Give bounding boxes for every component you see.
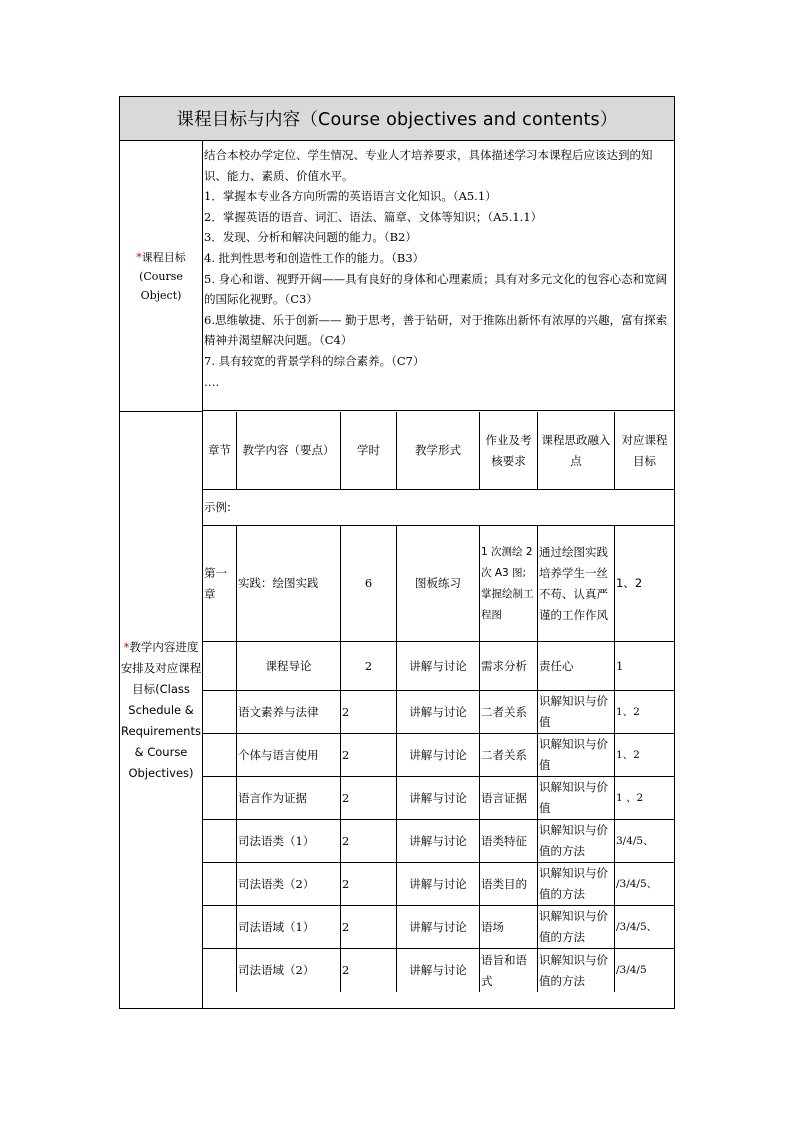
row-assignment: 二者关系 [480, 734, 538, 777]
intro-content: 课程导论 [237, 642, 341, 691]
row-chapter [203, 777, 237, 820]
course-table [119, 96, 675, 1009]
required-mark: * [123, 639, 130, 654]
required-mark: * [136, 250, 142, 264]
row-format: 讲解与讨论 [397, 863, 480, 906]
row-hours: 2 [341, 734, 397, 777]
header-content: 教学内容（要点） [237, 412, 341, 490]
example-label: 示例: [203, 490, 674, 526]
objective-item: 6.思维敏捷、乐于创新—— 勤于思考，善于钻研，对于推陈出新怀有浓厚的兴趣，富有探索精神并渴望解决问题。（C4） [204, 312, 668, 348]
example-ideology: 通过绘图实践培养学生一丝不苟、认真严谨的工作作风 [538, 526, 615, 642]
row-chapter [203, 949, 237, 992]
intro-target: 1 [615, 642, 674, 691]
header-chapter: 章节 [203, 412, 237, 490]
schedule-label [120, 412, 203, 1008]
row-ideology: 识解知识与价值的方法 [538, 949, 615, 992]
example-hours: 6 [341, 526, 397, 642]
row-hours: 2 [341, 863, 397, 906]
row-target: 1、2 [615, 734, 674, 777]
schedule-grid [203, 412, 674, 1008]
objective-item: 4. 批判性思考和创造性工作的能力。（B3） [204, 250, 425, 265]
objective-item: 3．发现、分析和解决问题的能力。（B2） [204, 230, 417, 245]
row-hours: 2 [341, 777, 397, 820]
header-format: 教学形式 [397, 412, 480, 490]
row-content: 语文素养与法律 [237, 691, 341, 734]
row-chapter [203, 734, 237, 777]
objective-item: 1．掌握本专业各方向所需的英语语言文化知识。（A5.1） [204, 189, 497, 204]
row-format: 讲解与讨论 [397, 777, 480, 820]
row-format: 讲解与讨论 [397, 820, 480, 863]
row-target: 1、2 [615, 691, 674, 734]
objective-intro: 结合本校办学定位、学生情况、专业人才培养要求，具体描述学习本课程后应该达到的知识、能力、素质、价值水平。 [204, 148, 653, 183]
objective-item: 2．掌握英语的语音、词汇、语法、篇章、文体等知识；（A5.1.1） [204, 209, 543, 224]
row-chapter [203, 691, 237, 734]
row-content: 司法语域（2） [237, 949, 341, 992]
example-format: 图板练习 [397, 526, 480, 642]
header-hours: 学时 [341, 412, 397, 490]
row-ideology: 识解知识与价值 [538, 734, 615, 777]
objective-ellipsis: …. [204, 374, 220, 389]
row-hours: 2 [341, 906, 397, 949]
example-assignment: 1 次测绘 2 次 A3 图; 掌握绘制工程图 [480, 526, 538, 642]
intro-chapter [203, 642, 237, 691]
schedule-label-en: (Class Schedule & Requirements & Course Objectives) [121, 681, 201, 780]
intro-hours: 2 [341, 642, 397, 691]
objective-item: 7. 具有较宽的背景学科的综合素养。（C7） [204, 353, 425, 368]
row-chapter [203, 820, 237, 863]
intro-ideology: 责任心 [538, 642, 615, 691]
row-format: 讲解与讨论 [397, 734, 480, 777]
row-assignment: 语旨和语式 [480, 949, 538, 992]
row-chapter [203, 863, 237, 906]
example-content: 实践：绘图实践 [237, 526, 341, 642]
row-assignment: 语类目的 [480, 863, 538, 906]
row-hours: 2 [341, 691, 397, 734]
row-format: 讲解与讨论 [397, 691, 480, 734]
row-ideology: 识解知识与价值 [538, 691, 615, 734]
intro-assignment: 需求分析 [480, 642, 538, 691]
row-target: 1 、2 [615, 777, 674, 820]
row-assignment: 语场 [480, 906, 538, 949]
header-ideology: 课程思政融入点 [538, 412, 615, 490]
row-hours: 2 [341, 820, 397, 863]
section-title: 课程目标与内容（Course objectives and contents） [120, 97, 674, 141]
row-assignment: 二者关系 [480, 691, 538, 734]
row-assignment: 语言证据 [480, 777, 538, 820]
header-target: 对应课程目标 [615, 412, 674, 490]
row-content: 司法语类（2） [237, 863, 341, 906]
row-ideology: 识解知识与价值的方法 [538, 820, 615, 863]
row-target: 3/4/5、 [615, 820, 674, 863]
row-content: 司法语类（1） [237, 820, 341, 863]
row-target: /3/4/5 [616, 964, 647, 976]
row-content: 司法语域（1） [237, 906, 341, 949]
schedule-label-cn: 教学内容进度安排及对应课程目标 [120, 639, 202, 696]
row-format: 讲解与讨论 [397, 949, 480, 992]
objectives-label-cn: 课程目标 [141, 250, 186, 264]
row-chapter [203, 906, 237, 949]
header-assignment: 作业及考核要求 [480, 412, 538, 490]
example-chapter: 第一章 [203, 526, 237, 642]
objectives-label [120, 141, 203, 412]
row-ideology: 识解知识与价值的方法 [538, 863, 615, 906]
row-ideology: 识解知识与价值 [538, 777, 615, 820]
objective-item: 5. 身心和谐、视野开阔——具有良好的身体和心理素质；具有对多元文化的包容心态和宽阔的国际化视野。（C3） [204, 271, 668, 307]
row-target: /3/4/5、 [615, 863, 674, 906]
row-target: /3/4/5、 [615, 906, 674, 949]
example-target: 1、2 [615, 526, 674, 642]
row-format: 讲解与讨论 [397, 906, 480, 949]
row-content: 个体与语言使用 [237, 734, 341, 777]
row-ideology: 识解知识与价值的方法 [538, 906, 615, 949]
intro-format: 讲解与讨论 [397, 642, 480, 691]
row-content: 语言作为证据 [237, 777, 341, 820]
objectives-content [203, 141, 674, 411]
row-assignment: 语类特征 [480, 820, 538, 863]
row-hours: 2 [341, 949, 397, 992]
objectives-label-en: (Course Object) [139, 269, 183, 302]
